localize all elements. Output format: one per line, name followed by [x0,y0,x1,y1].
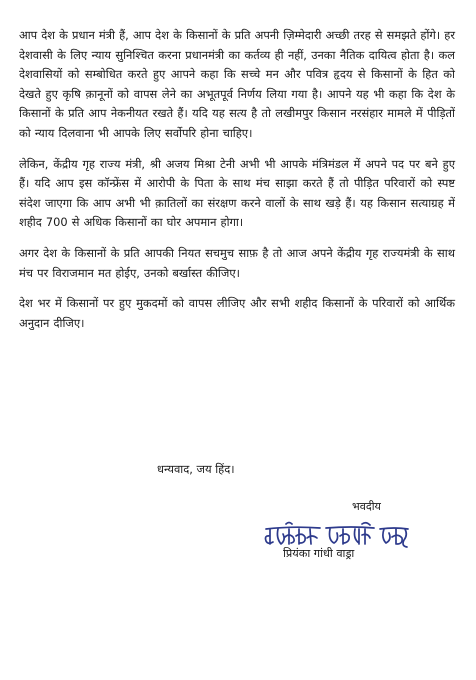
letter-paragraph-4: देश भर में किसानों पर हुए मुकदमों को वापस लीजिए और सभी शहीद किसानों के परिवारों को आर्थिक अनुदान दीजिए। [19,296,455,330]
letter-paragraph-2: लेकिन, केंद्रीय गृह राज्य मंत्री, श्री अजय मिश्रा टेनी अभी भी आपके मंत्रिमंडल में अपने पद पर बने हुए हैं। यदि आप इस कॉन्फ्रेंस में आरोपी के पिता के साथ मंच साझा करते हैं तो पीड़ित परिवारों को स्पष्ट संदेश जाएगा कि आप अभी भी क़ातिलों का संरक्षण करने वालों के साथ खड़े हैं। यह किसान सत्याग्रह में शहीद 700 से अधिक किसानों का घोर अपमान होगा। [19,156,455,230]
letter-body [19,26,455,344]
yours-sincerely: भवदीय [352,500,381,513]
closing-salutation: धन्यवाद, जय हिंद। [157,462,235,476]
signatory-name: प्रियंका गांधी वाड्रा [283,547,355,560]
letter-paragraph-1: आप देश के प्रधान मंत्री हैं, आप देश के किसानों के प्रति अपनी ज़िम्मेदारी अच्छी तरह से समझते होंगे। हर देशवासी के लिए न्याय सुनिश्चित करना प्रधानमंत्री का कर्तव्य ही नहीं, उनका नैतिक दायित्व होता है। कल देशवासियों को सम्बोधित करते हुए आपने कहा कि सच्चे मन और पवित्र हृदय से किसानों के हित को देखते हुए कृषि क़ानूनों को वापस लेने का अभूतपूर्व निर्णय लिया गया है। आपने यह भी कहा कि देश के किसानों के प्रति आप नेकनीयत रखते हैं। यदि यह सत्य है तो लखीमपुर किसान नरसंहार मामले में पीड़ितों को न्याय दिलवाना भी आपके लिए सर्वोपरि होना चाहिए। [19,28,455,140]
letter-paragraph-3: अगर देश के किसानों के प्रति आपकी नियत सचमुच साफ़ है तो आज अपने केंद्रीय गृह राज्यमंत्री के साथ मंच पर विराजमान मत होईए, उनको बर्खास्त कीजिए। [19,245,455,280]
